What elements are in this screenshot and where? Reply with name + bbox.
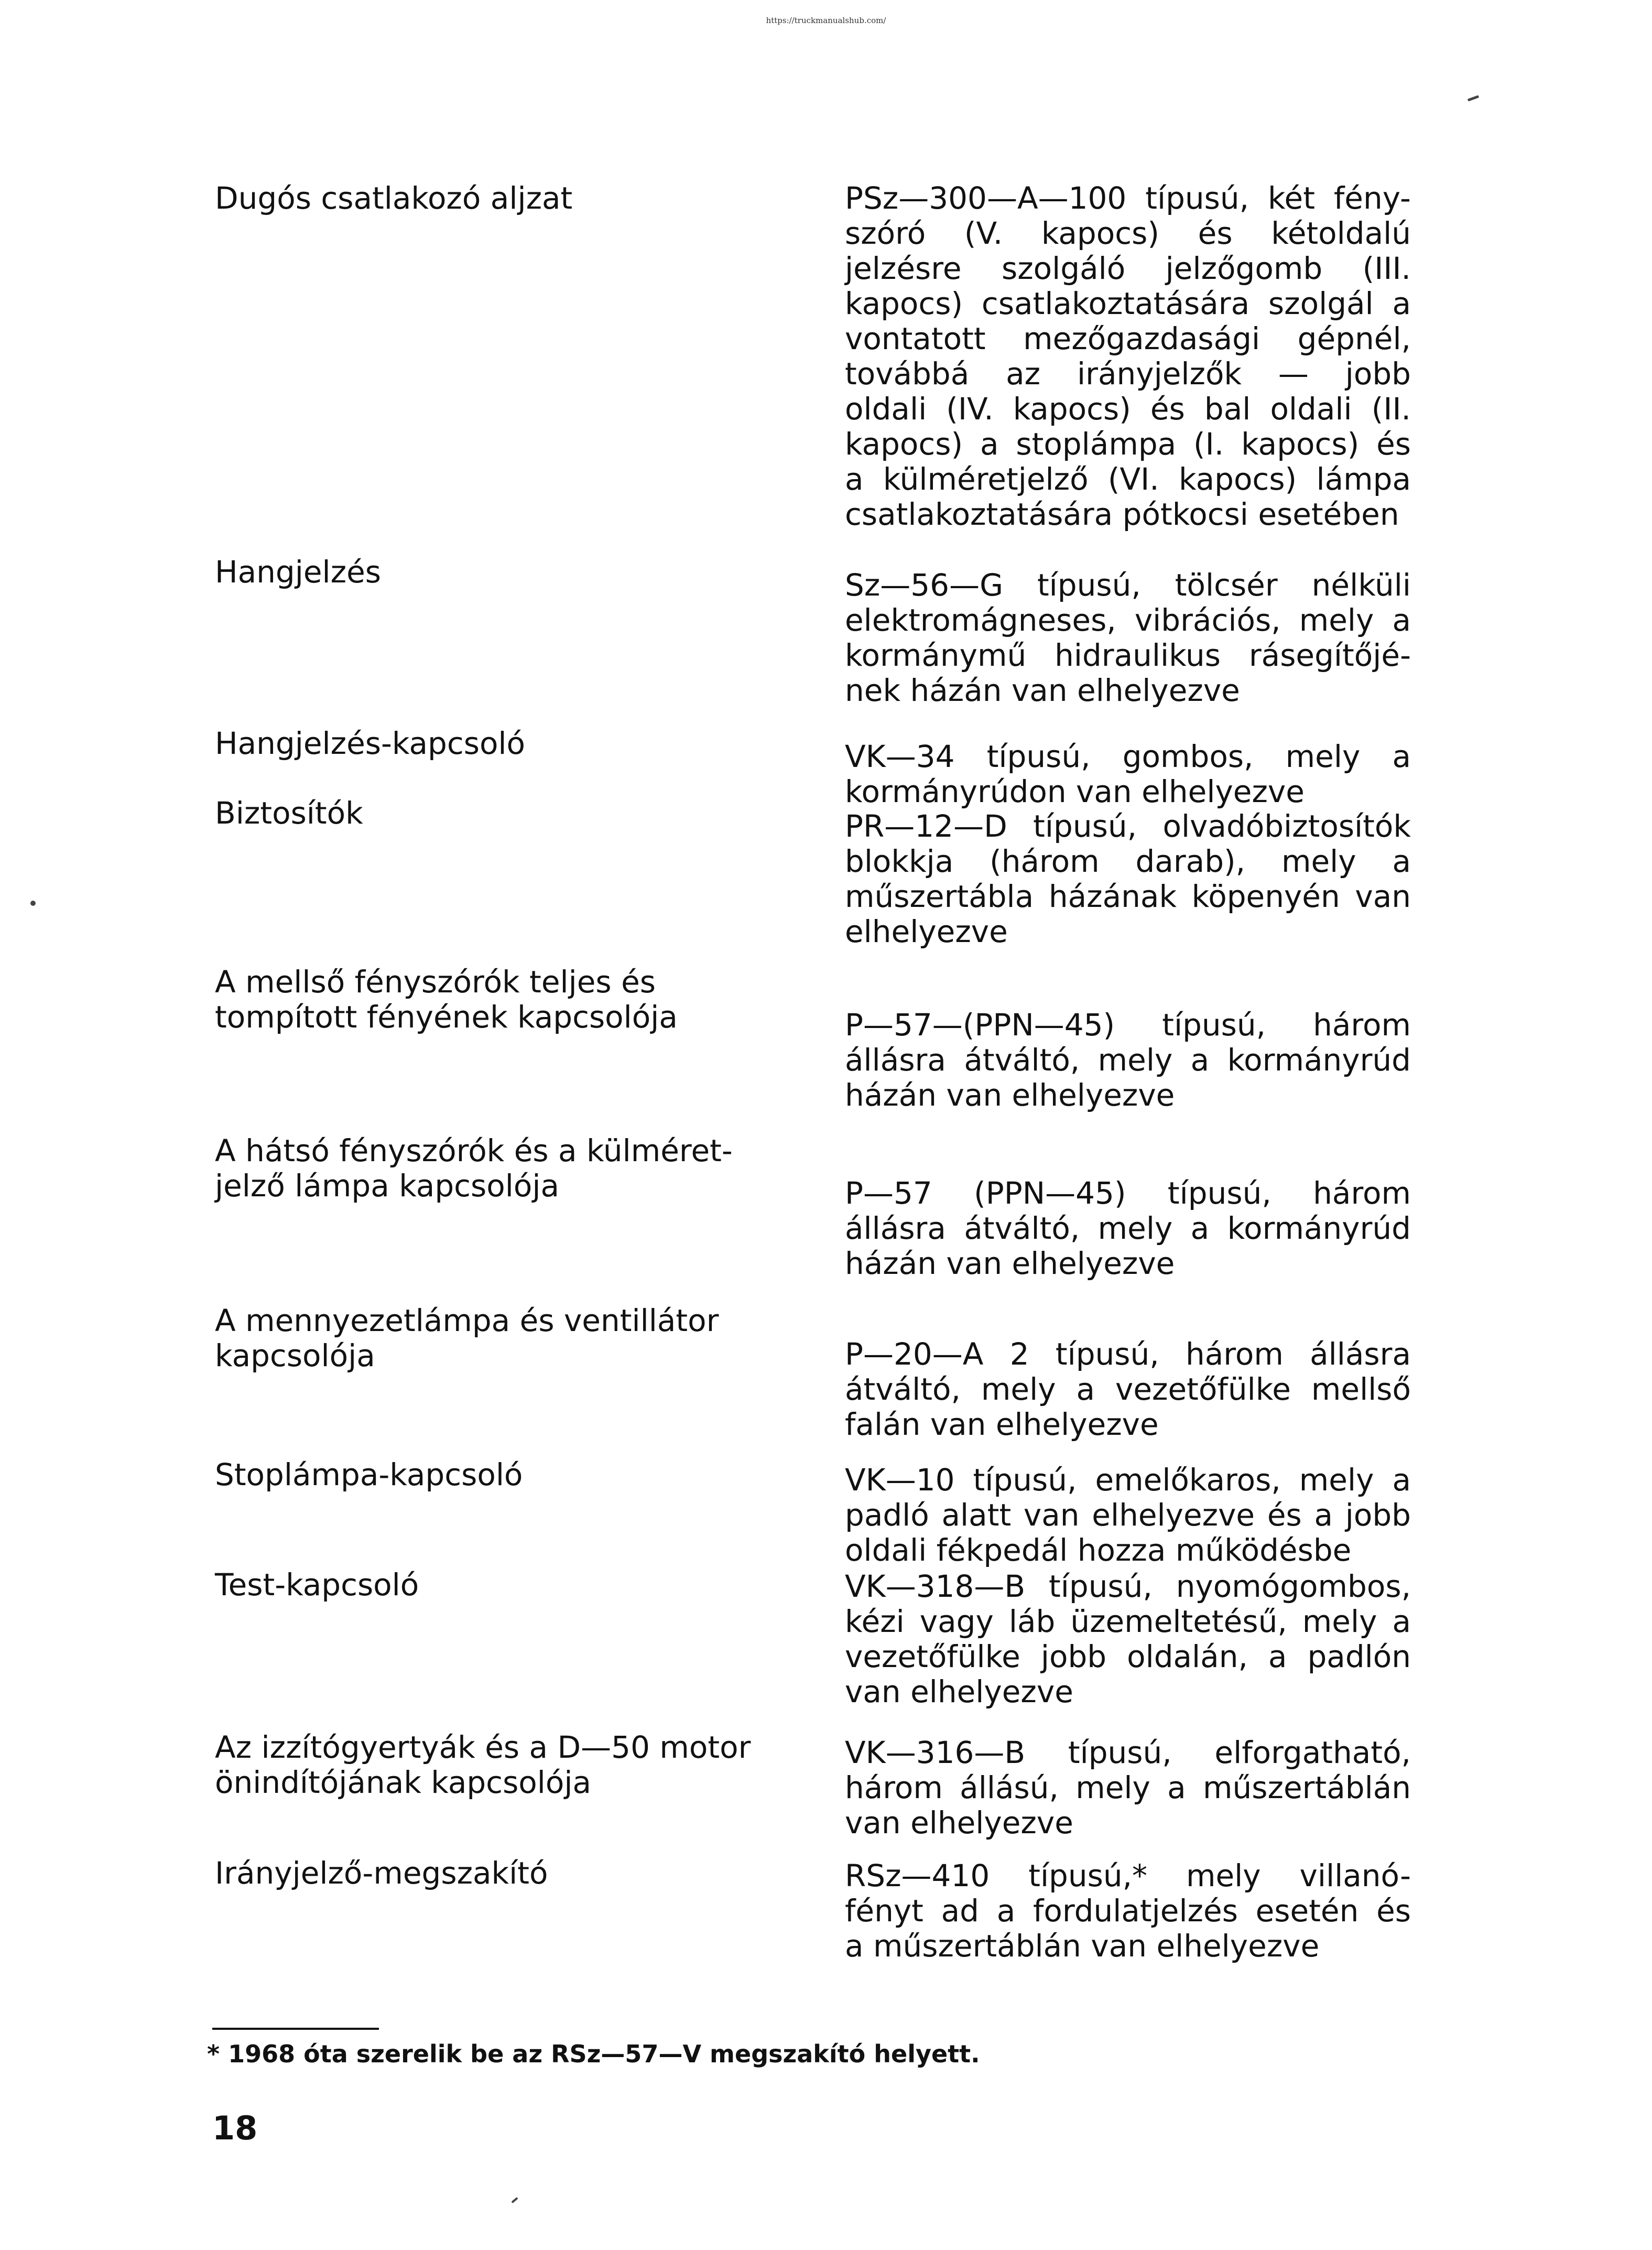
header-url: https://truckmanualshub.com/ bbox=[766, 16, 886, 25]
label-line: Hangjelzés-kapcsoló bbox=[215, 726, 526, 761]
description-line: van elhelyezve bbox=[845, 1805, 1073, 1841]
scan-speck bbox=[1468, 95, 1479, 101]
description-line: nek házán van elhelyezve bbox=[845, 673, 1240, 708]
entry-description-4 bbox=[845, 1008, 1411, 1113]
description-line: három állású, mely a műszertáblán bbox=[845, 1770, 1411, 1805]
label-line: Az izzítógyertyák és a D—50 motor bbox=[215, 1729, 751, 1765]
entry-label-10 bbox=[215, 1856, 807, 1891]
description-line: továbbá az irányjelzők — jobb bbox=[845, 356, 1411, 392]
label-line: A mellső fényszórók teljes és bbox=[215, 964, 656, 1000]
description-line: műszertábla házának köpenyén van bbox=[845, 879, 1411, 914]
description-line: PSz—300—A—100 típusú, két fény- bbox=[845, 180, 1411, 216]
description-line: blokkja (három darab), mely a bbox=[845, 843, 1411, 879]
label-line: Irányjelző-megszakító bbox=[215, 1855, 548, 1891]
label-line: A mennyezetlámpa és ventillátor bbox=[215, 1303, 719, 1338]
page-number: 18 bbox=[212, 2109, 258, 2147]
description-line: oldali (IV. kapocs) és bal oldali (II. bbox=[845, 391, 1411, 427]
description-line: VK—10 típusú, emelőkaros, mely a bbox=[845, 1462, 1411, 1498]
description-line: kézi vagy láb üzemeltetésű, mely a bbox=[845, 1604, 1411, 1639]
entry-label-1 bbox=[215, 555, 807, 590]
entry-description-9 bbox=[845, 1735, 1411, 1841]
description-line: a műszertáblán van elhelyezve bbox=[845, 1928, 1320, 1964]
description-line: Sz—56—G típusú, tölcsér nélküli bbox=[845, 567, 1411, 603]
description-line: PR—12—D típusú, olvadóbiztosítók bbox=[845, 808, 1411, 844]
label-line: jelző lámpa kapcsolója bbox=[215, 1168, 560, 1204]
description-line: RSz—410 típusú,* mely villanó- bbox=[845, 1858, 1411, 1894]
entry-description-10 bbox=[845, 1858, 1411, 1964]
label-line: önindítójának kapcsolója bbox=[215, 1765, 592, 1800]
description-line: oldali fékpedál hozza működésbe bbox=[845, 1532, 1352, 1568]
description-line: kapocs) a stoplámpa (I. kapocs) és bbox=[845, 426, 1411, 462]
label-line: A hátsó fényszórók és a külméret- bbox=[215, 1133, 733, 1169]
label-line: Biztosítók bbox=[215, 795, 363, 831]
entry-description-3 bbox=[845, 809, 1411, 949]
description-line: van elhelyezve bbox=[845, 1674, 1073, 1710]
entry-label-5 bbox=[215, 1133, 807, 1204]
entry-description-8 bbox=[845, 1569, 1411, 1710]
description-line: P—20—A 2 típusú, három állásra bbox=[845, 1336, 1411, 1372]
description-line: VK—34 típusú, gombos, mely a bbox=[845, 739, 1411, 774]
description-line: állásra átváltó, mely a kormányrúd bbox=[845, 1210, 1411, 1246]
description-line: állásra átváltó, mely a kormányrúd bbox=[845, 1042, 1411, 1078]
entry-label-3 bbox=[215, 796, 807, 831]
entry-description-0 bbox=[845, 181, 1411, 532]
description-line: elektromágneses, vibrációs, mely a bbox=[845, 602, 1411, 638]
footnote: * 1968 óta szerelik be az RSz—57—V megszakító helyett. bbox=[207, 2040, 980, 2068]
entry-description-7 bbox=[845, 1463, 1411, 1568]
entry-description-5 bbox=[845, 1176, 1411, 1281]
description-line: kormánymű hidraulikus rásegítőjé- bbox=[845, 637, 1411, 673]
entry-label-0 bbox=[215, 181, 807, 216]
entry-label-6 bbox=[215, 1303, 807, 1373]
description-line: VK—316—B típusú, elforgatható, bbox=[845, 1735, 1411, 1770]
scan-speck bbox=[511, 2197, 518, 2203]
label-line: Dugós csatlakozó aljzat bbox=[215, 180, 573, 216]
description-line: kormányrúdon van elhelyezve bbox=[845, 774, 1305, 809]
description-line: átváltó, mely a vezetőfülke mellső bbox=[845, 1371, 1411, 1407]
footnote-rule bbox=[212, 2028, 379, 2030]
label-line: Test-kapcsoló bbox=[215, 1567, 419, 1603]
label-line: tompított fényének kapcsolója bbox=[215, 999, 678, 1035]
description-line: csatlakoztatására pótkocsi esetében bbox=[845, 496, 1399, 532]
entry-description-1 bbox=[845, 568, 1411, 708]
description-line: jelzésre szolgáló jelzőgomb (III. bbox=[845, 251, 1411, 286]
description-line: padló alatt van elhelyezve és a jobb bbox=[845, 1497, 1411, 1533]
entry-label-2 bbox=[215, 726, 807, 761]
description-line: házán van elhelyezve bbox=[845, 1077, 1175, 1113]
entry-label-8 bbox=[215, 1567, 807, 1603]
description-line: a külméretjelző (VI. kapocs) lámpa bbox=[845, 461, 1411, 497]
description-line: falán van elhelyezve bbox=[845, 1407, 1159, 1442]
description-line: kapocs) csatlakoztatására szolgál a bbox=[845, 286, 1411, 321]
description-line: fényt ad a fordulatjelzés esetén és bbox=[845, 1893, 1411, 1929]
label-line: Hangjelzés bbox=[215, 554, 381, 590]
entry-label-7 bbox=[215, 1457, 807, 1492]
entry-description-6 bbox=[845, 1337, 1411, 1442]
label-line: kapcsolója bbox=[215, 1338, 375, 1373]
description-line: P—57—(PPN—45) típusú, három bbox=[845, 1007, 1411, 1043]
entry-description-2 bbox=[845, 739, 1411, 809]
description-line: VK—318—B típusú, nyomógombos, bbox=[845, 1568, 1411, 1604]
description-line: elhelyezve bbox=[845, 914, 1008, 949]
description-line: vezetőfülke jobb oldalán, a padlón bbox=[845, 1639, 1411, 1674]
description-line: P—57 (PPN—45) típusú, három bbox=[845, 1175, 1411, 1211]
description-line: házán van elhelyezve bbox=[845, 1246, 1175, 1281]
entry-label-4 bbox=[215, 965, 807, 1035]
entry-label-9 bbox=[215, 1730, 807, 1800]
description-line: vontatott mezőgazdasági gépnél, bbox=[845, 321, 1411, 356]
scan-speck bbox=[30, 901, 36, 906]
description-line: szóró (V. kapocs) és kétoldalú bbox=[845, 215, 1411, 251]
label-line: Stoplámpa-kapcsoló bbox=[215, 1457, 523, 1492]
